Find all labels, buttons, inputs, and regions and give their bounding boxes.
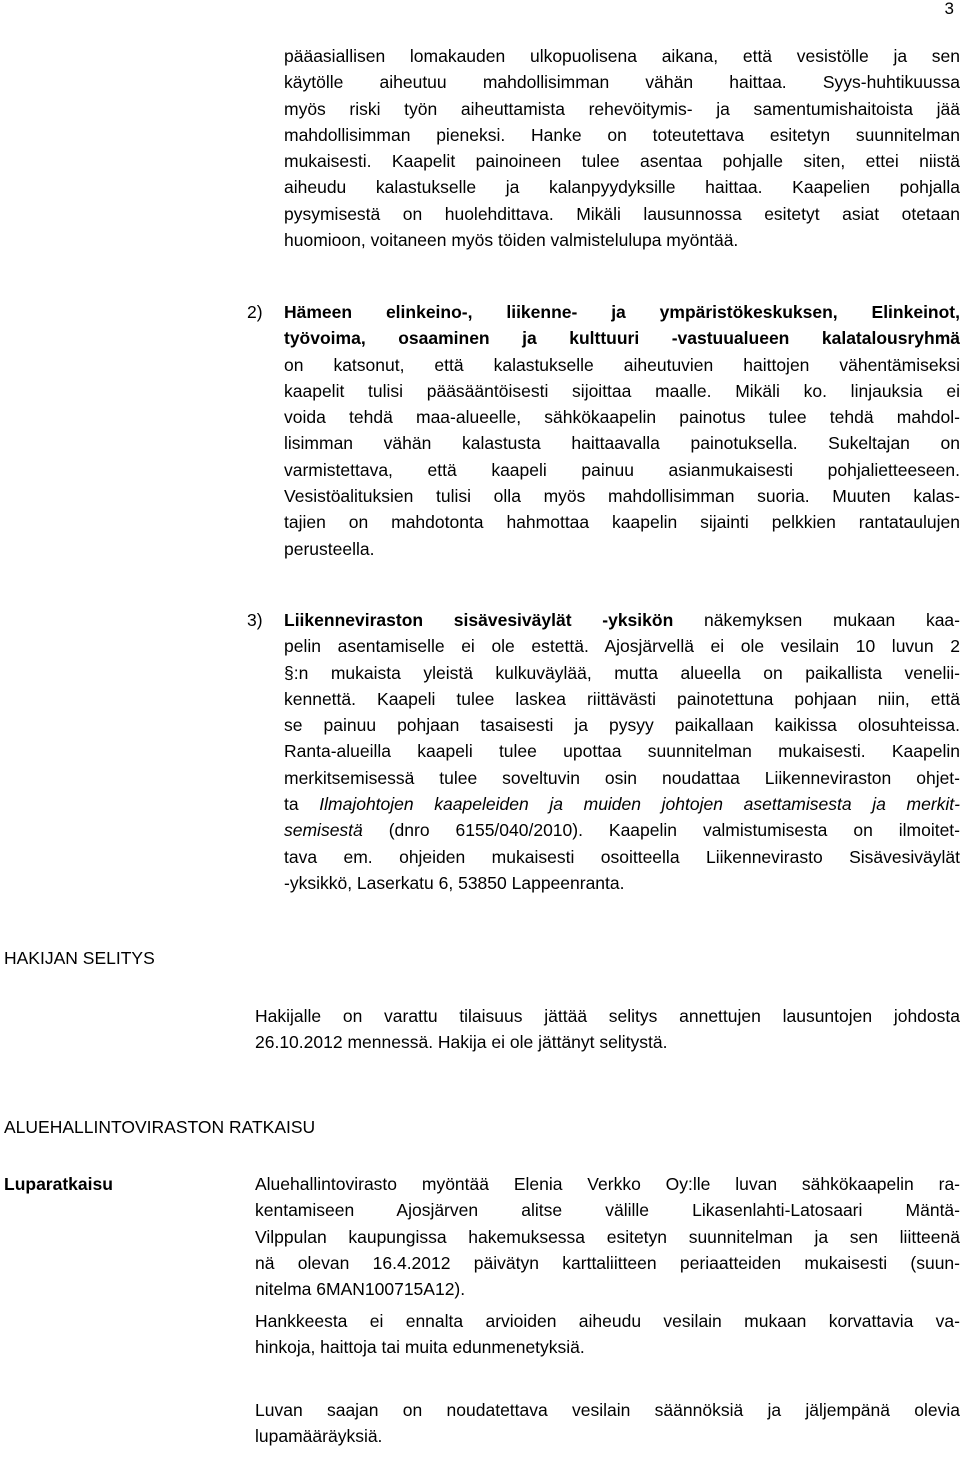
text-line: Aluehallintovirasto myöntää Elenia Verkko Oy:lle luvan sähkökaapelin ra- xyxy=(255,1174,960,1194)
text-fragment: näkemyksen mukaan kaa- xyxy=(673,610,960,630)
item-3-authority: Liikenneviraston sisävesiväylät -yksikön xyxy=(284,610,674,630)
text-line xyxy=(284,817,960,843)
text-line: nitelma 6MAN100715A12). xyxy=(255,1279,466,1300)
text-line: tava em. ohjeiden mukaisesti osoitteella Liikennevirasto Sisävesiväylät xyxy=(284,846,960,867)
text-line: nä olevan 16.4.2012 päivätyn karttaliitteen periaatteiden mukaisesti (suun- xyxy=(255,1252,960,1273)
text-line: Hankkeesta ei ennalta arvioiden aiheudu vesilain mukaan korvattavia va- xyxy=(255,1311,960,1331)
text-line: tajien on mahdotonta hahmottaa kaapelin sijainti pelkkien rantataulujen xyxy=(284,512,960,533)
text-line: Vesistöalituksien tulisi olla myös mahdollisimman suoria. Muuten kalas- xyxy=(284,486,960,507)
item-2-authority-line: Hämeen elinkeino-, liikenne- ja ympäristökeskuksen, Elinkeinot, xyxy=(284,302,960,322)
text-line: 26.10.2012 mennessä. Hakija ei ole jättänyt selitystä. xyxy=(255,1032,668,1053)
text-line: huomioon, voitaneen myös töiden valmistelulupa myöntää. xyxy=(284,230,739,251)
section-heading-hakijan-selitys: HAKIJAN SELITYS xyxy=(4,948,155,968)
section-heading-ratkaisu: ALUEHALLINTOVIRASTON RATKAISU xyxy=(4,1117,316,1137)
text-line: voida tehdä maa-alueelle, sähkökaapelin painotus tulee tehdä mahdol- xyxy=(284,407,960,428)
text-line: hinkoja, haittoja tai muita edunmenetyksiä. xyxy=(255,1337,585,1358)
text-line xyxy=(284,607,960,633)
text-line: aiheudu kalastukselle ja kalanpyydyksille haittaa. Kaapelien pohjalla xyxy=(284,177,960,198)
text-line: merkitsemisessä tulee soveltuvin osin noudattaa Liikenneviraston ohjet- xyxy=(284,767,960,788)
text-line: -yksikkö, Laserkatu 6, 53850 Lappeenranta. xyxy=(284,872,625,893)
text-fragment: (dnro 6155/040/2010). Kaapelin valmistumisesta on ilmoitet- xyxy=(362,820,960,841)
text-line: käytölle aiheutuu mahdollisimman vähän haittaa. Syys-huhtikuussa xyxy=(284,72,960,93)
text-line: pysymisestä on huolehdittava. Mikäli lausunnossa esitetyt asiat otetaan xyxy=(284,203,960,224)
text-line: lupamääräyksiä. xyxy=(255,1426,383,1447)
item-2-paragraph xyxy=(284,299,960,562)
page-number: 3 xyxy=(944,0,954,18)
text-line: mahdollisimman pieneksi. Hanke on toteutettava esitetyn suunnitelman xyxy=(284,124,960,145)
text-line: Vilppulan kaupungissa hakemuksessa esitetyn suunnitelman ja sen liitteenä xyxy=(255,1226,960,1247)
item-3-number: 3) xyxy=(247,610,263,630)
text-line: pääasiallisen lomakauden ulkopuolisena aikana, että vesistölle ja sen xyxy=(284,46,960,66)
guideline-title: Ilmajohtojen kaapeleiden ja muiden johtojen asettamisesta ja merkit- xyxy=(319,794,960,815)
item-3-paragraph xyxy=(284,607,960,896)
ratkaisu-paragraph-3 xyxy=(255,1397,960,1450)
text-line: on katsonut, että kalastukselle aiheutuvien haittojen vähentämiseksi xyxy=(284,354,960,375)
text-line: pelin asentamiselle ei ole estettä. Ajosjärvellä ei ole vesilain 10 luvun 2 xyxy=(284,636,960,657)
text-line: Hakijalle on varattu tilaisuus jättää selitys annettujen lausuntojen johdosta xyxy=(255,1006,960,1026)
item-2-authority-line: työvoima, osaaminen ja kulttuuri -vastuualueen kalatalousryhmä xyxy=(284,328,960,349)
text-line: kennettä. Kaapeli tulee laskea riittävästi painotettuna pohjaan niin, että xyxy=(284,688,960,709)
text-line: mukaisesti. Kaapelit painoineen tulee asentaa pohjalle siten, ettei niistä xyxy=(284,151,960,172)
intro-paragraph xyxy=(284,43,960,253)
text-line: myös riski työn aiheuttamista rehevöitymis- ja samentumishaitoista jää xyxy=(284,98,960,119)
subheading-luparatkaisu: Luparatkaisu xyxy=(4,1174,113,1194)
text-line: Luvan saajan on noudatettava vesilain säännöksiä ja jäljempänä olevia xyxy=(255,1400,960,1420)
ratkaisu-paragraph-2 xyxy=(255,1308,960,1361)
text-line: kaapelit tulisi pääsääntöisesti sijoittaa maalle. Mikäli ko. linjauksia ei xyxy=(284,380,960,401)
text-fragment: ta xyxy=(284,794,320,815)
item-2-number: 2) xyxy=(247,302,263,322)
guideline-title: semisestä xyxy=(284,820,363,841)
text-line xyxy=(284,791,960,817)
text-line: kentamiseen Ajosjärven alitse välille Likasenlahti-Latosaari Mäntä- xyxy=(255,1200,960,1221)
text-line: se painuu pohjaan tasaisesti ja pysyy paikallaan kaikissa olosuhteissa. xyxy=(284,715,960,736)
text-line: varmistettava, että kaapeli painuu asianmukaisesti pohjalietteeseen. xyxy=(284,459,960,480)
hakijan-selitys-paragraph xyxy=(255,1003,960,1056)
text-line: lisimman vähän kalastusta haittaavalla painotuksella. Sukeltajan on xyxy=(284,433,960,454)
ratkaisu-paragraph-1 xyxy=(255,1171,960,1302)
text-line: perusteella. xyxy=(284,538,375,559)
text-line: Ranta-alueilla kaapeli tulee upottaa suunnitelman mukaisesti. Kaapelin xyxy=(284,741,960,762)
text-line: §:n mukaista yleistä kulkuväylää, mutta alueella on paikallista venelii- xyxy=(284,662,960,683)
